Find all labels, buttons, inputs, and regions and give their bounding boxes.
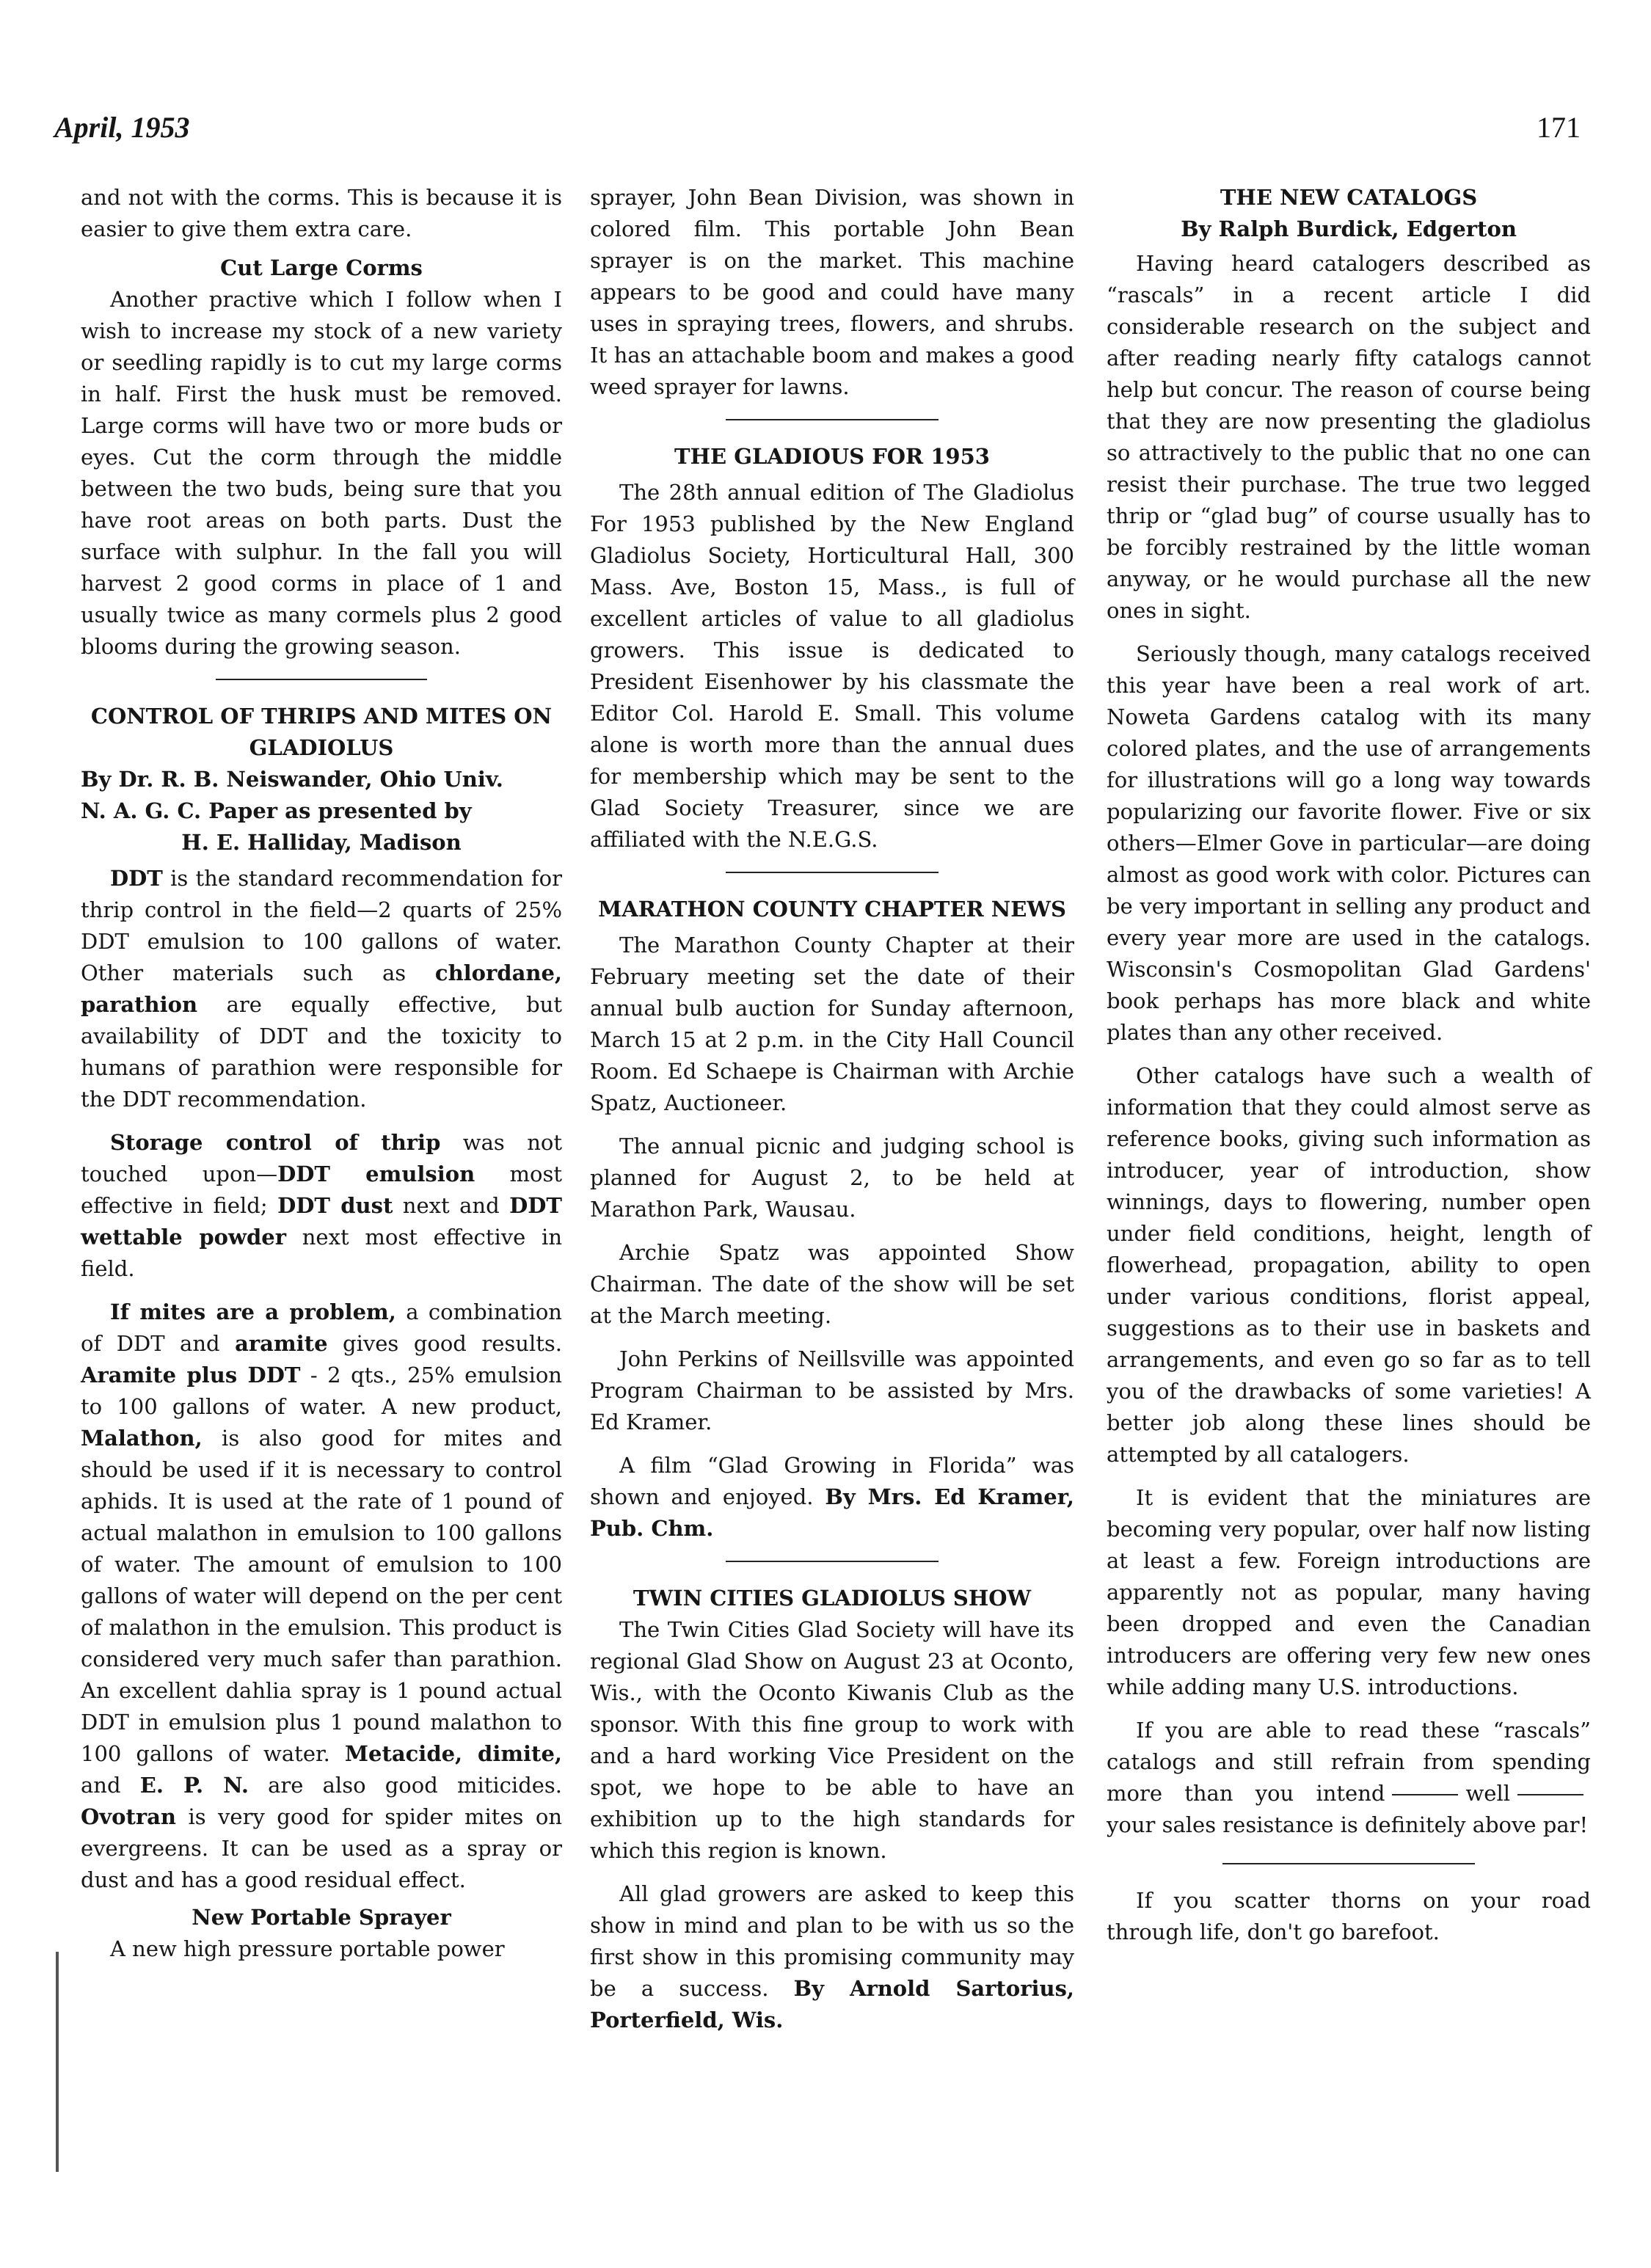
paragraph-marathon-show: Archie Spatz was appointed Show Chairman. The date of the show will be set at the March meeting. bbox=[590, 1240, 1074, 1328]
text-span: is the standard recommendation for thrip control in the field—2 quarts of 25% DDT emulsion to 100 gallons of water. Other materials such as bbox=[81, 866, 562, 985]
dash-rule bbox=[1392, 1794, 1458, 1795]
text-span: next most effective in field. bbox=[81, 1225, 562, 1281]
paragraph-marathon-program: John Perkins of Neillsville was appointed Program Chairman to be assisted by Mrs. Ed Kramer. bbox=[590, 1346, 1074, 1434]
paragraph-mites bbox=[81, 1297, 562, 1896]
section-divider bbox=[1222, 1863, 1474, 1864]
bold-malathon: Malathon, bbox=[81, 1426, 203, 1451]
paragraph-twin-show: The Twin Cities Glad Society will have its regional Glad Show on August 23 at Oconto, Wis., with the Oconto Kiwanis Club as the sponsor. With this fine group to work with and a hard working Vice President on the spot, we hope to be able to have an exhibition up to the high standards for which this region is known. bbox=[590, 1617, 1074, 1863]
article-title-thrips-mites: CONTROL OF THRIPS AND MITES ON GLADIOLUS bbox=[90, 704, 553, 760]
page-number: 171 bbox=[1537, 111, 1581, 144]
byline-paper: N. A. G. C. Paper as presented by bbox=[81, 798, 472, 823]
bold-aramite-plus-ddt: Aramite plus DDT bbox=[81, 1363, 301, 1388]
bold-mites-problem: If mites are a problem, bbox=[110, 1299, 396, 1324]
text-span: well bbox=[1465, 1781, 1510, 1806]
signature-kramer: By Mrs. Ed Kramer, Pub. Chm. bbox=[590, 1484, 1075, 1541]
page-header bbox=[54, 110, 1581, 154]
bold-ovotran: Ovotran bbox=[81, 1804, 177, 1829]
bold-epn: E. P. N. bbox=[139, 1773, 249, 1798]
article-title-twin-cities: TWIN CITIES GLADIOLUS SHOW bbox=[633, 1586, 1032, 1611]
dash-rule bbox=[1517, 1794, 1583, 1795]
paragraph-sales-resistance bbox=[1107, 1715, 1591, 1841]
text-span: is also good for mites and should be used if it is necessary to control aphids. It is used at the rate of 1 pound of actual malathon in emulsion to 100 gallons of water. The amount of emulsion to 100 gallons of water will depend on the per cent of malathon in the emulsion. This product is considered very much safer than parathion. An excellent dahlia spray is 1 pound actual DDT in emulsion plus 1 pound malathon to 100 gallons of water. bbox=[81, 1426, 562, 1766]
section-divider bbox=[216, 679, 428, 680]
byline-presenter: H. E. Halliday, Madison bbox=[181, 830, 462, 855]
text-span: and bbox=[81, 1773, 140, 1798]
paragraph-marathon-picnic: The annual picnic and judging school is planned for August 2, to be held at Marathon Park, Wausau. bbox=[590, 1134, 1074, 1222]
article-title-gladious-1953: THE GLADIOUS FOR 1953 bbox=[674, 444, 990, 469]
bold-ddt-wettable-powder: DDT wettable powder bbox=[81, 1193, 562, 1250]
section-divider bbox=[726, 419, 939, 420]
paragraph-sprayer-start: A new high pressure portable power bbox=[110, 1936, 505, 1961]
paragraph-marathon-auction: The Marathon County Chapter at their February meeting set the date of their annual bulb auction for Sunday afternoon, March 15 at 2 p.m. in the City Hall Council Room. Ed Schaepe is Chairman with Archie Spatz, Auctioneer. bbox=[590, 933, 1074, 1115]
column-left bbox=[81, 182, 562, 2217]
section-divider bbox=[726, 1561, 939, 1562]
bold-storage-control: Storage control of thrip bbox=[110, 1130, 441, 1155]
paragraph-gladious: The 28th annual edition of The Gladiolus For 1953 published by the New England Gladiolus Society, Horticultural Hall, 300 Mass. Ave, Boston 15, Mass., is full of excellent articles of value to all gladiolus growers. This issue is dedicated to President Eisenhower by his classmate the Editor Col. Harold E. Small. This volume alone is worth more than the annual dues for membership which may be sent to the Glad Society Treasurer, since we are affiliated with the N.E.G.S. bbox=[590, 480, 1074, 852]
text-span: All glad growers are asked to keep this show in mind and plan to be with us so the first show in this promising community may be a success. bbox=[590, 1881, 1074, 2001]
bold-ddt-dust: DDT dust bbox=[277, 1193, 393, 1218]
paragraph-ddt bbox=[81, 863, 562, 1115]
quote-thorns: If you scatter thorns on your road through life, don't go barefoot. bbox=[1107, 1888, 1591, 1944]
paragraph-reference-books: Other catalogs have such a wealth of information that they could almost serve as reference books, giving such information as introducer, year of introduction, show winnings, days to flowering, number open under field conditions, height, length of flowerhead, propagation, ability to open under various conditions, florist appeal, suggestions as to their use in baskets and arrangements, and even go so far as to tell you of the drawbacks of some varieties! A better job along these lines should be attempted by all catalogers. bbox=[1107, 1063, 1591, 1467]
text-span: most effective in field; bbox=[81, 1162, 562, 1218]
bold-metacide-dimite: Metacide, dimite, bbox=[344, 1741, 562, 1766]
bold-aramite: aramite bbox=[235, 1331, 328, 1356]
text-span: is very good for spider mites on evergreens. It can be used as a spray or dust and has a good residual effect. bbox=[81, 1804, 562, 1892]
text-span: your sales resistance is definitely above par! bbox=[1107, 1812, 1589, 1837]
paragraph-twin-growers bbox=[590, 1878, 1074, 2036]
text-span: gives good results. bbox=[327, 1331, 562, 1356]
bold-chlordane-parathion: chlordane, parathion bbox=[81, 960, 562, 1017]
article-title-new-catalogs: THE NEW CATALOGS bbox=[1220, 185, 1478, 210]
text-span: - 2 qts., 25% emulsion to 100 gallons of water. A new product, bbox=[81, 1363, 562, 1419]
paragraph-works-of-art: Seriously though, many catalogs received this year have been a real work of art. Noweta Gardens catalog with its many colored plates, and the use of arrangements for illustrations will go a long way towards popularizing our favorite flower. Five or six others—Elmer Gove in particular—are doing almost as good work with color. Pictures can be very important in selling any product and every year more are used in the catalogs. Wisconsin's Cosmopolitan Glad Gardens' book perhaps has more black and white plates than any other received. bbox=[1107, 641, 1591, 1045]
running-date: April, 1953 bbox=[54, 111, 190, 144]
heading-new-portable-sprayer: New Portable Sprayer bbox=[192, 1905, 451, 1930]
column-right bbox=[1107, 182, 1591, 2217]
text-span: a combination of DDT and bbox=[81, 1299, 562, 1356]
byline-author: By Dr. R. B. Neiswander, Ohio Univ. bbox=[81, 767, 503, 792]
column-middle bbox=[590, 182, 1074, 2217]
section-divider bbox=[726, 872, 939, 873]
bold-ddt-emulsion: DDT emulsion bbox=[277, 1162, 475, 1186]
text-span: If you are able to read these “rascals” catalogs and still refrain from spending more than you intend bbox=[1107, 1718, 1591, 1806]
text-span: are also good miticides. bbox=[248, 1773, 563, 1798]
bold-ddt: DDT bbox=[110, 866, 163, 891]
text-span: next and bbox=[393, 1193, 510, 1218]
text-span: was not touched upon— bbox=[81, 1130, 562, 1186]
paragraph-storage-control bbox=[81, 1127, 562, 1285]
paragraph-marathon-film bbox=[590, 1450, 1074, 1545]
article-title-marathon-county: MARATHON COUNTY CHAPTER NEWS bbox=[598, 897, 1066, 922]
paragraph-cut-corms: Another practive which I follow when I wish to increase my stock of a new variety or seedling rapidly is to cut my large corms in half. First the husk must be removed. Large corms will have two or more buds or eyes. Cut the corm through the middle between the two buds, being sure that you have root areas on both parts. Dust the surface with sulphur. In the fall you will harvest 2 good corms in place of 1 and usually twice as many cormels plus 2 good blooms during the growing season. bbox=[81, 287, 562, 659]
paragraph-miniatures: It is evident that the miniatures are becoming very popular, over half now listing at least a few. Foreign introductions are apparently not as popular, many having been dropped and even the Canadian introducers are offering very few new ones while adding many U.S. introductions. bbox=[1107, 1485, 1591, 1699]
heading-cut-large-corms: Cut Large Corms bbox=[220, 255, 423, 280]
paragraph-rascals: Having heard catalogers described as “rascals” in a recent article I did considerable research on the subject and after reading nearly fifty catalogs cannot help but concur. The reason of course being that they are now presenting the gladiolus so attractively to the public that no one can resist their purchase. The true two legged thrip or “glad bug” of course usually has to be forcibly restrained by the little woman anyway, or he would purchase all the new ones in sight. bbox=[1107, 251, 1591, 623]
paragraph-corms-care: and not with the corms. This is because it is easier to give them extra care. bbox=[81, 185, 562, 241]
byline-burdick: By Ralph Burdick, Edgerton bbox=[1181, 216, 1517, 241]
signature-sartorius: By Arnold Sartorius, Porterfield, Wis. bbox=[590, 1976, 1074, 2032]
paragraph-sprayer-continued: sprayer, John Bean Division, was shown in colored film. This portable John Bean sprayer is on the market. This machine appears to be good and could have many uses in spraying trees, flowers, and shrubs. It has an attachable boom and makes a good weed sprayer for lawns. bbox=[590, 185, 1074, 399]
text-span: A film “Glad Growing in Florida” was shown and enjoyed. bbox=[590, 1453, 1074, 1509]
text-span: are equally effective, but availability of DDT and the toxicity to humans of parathion were responsible for the DDT recommendation. bbox=[81, 992, 562, 1112]
scan-edge-mark bbox=[56, 1952, 59, 2172]
